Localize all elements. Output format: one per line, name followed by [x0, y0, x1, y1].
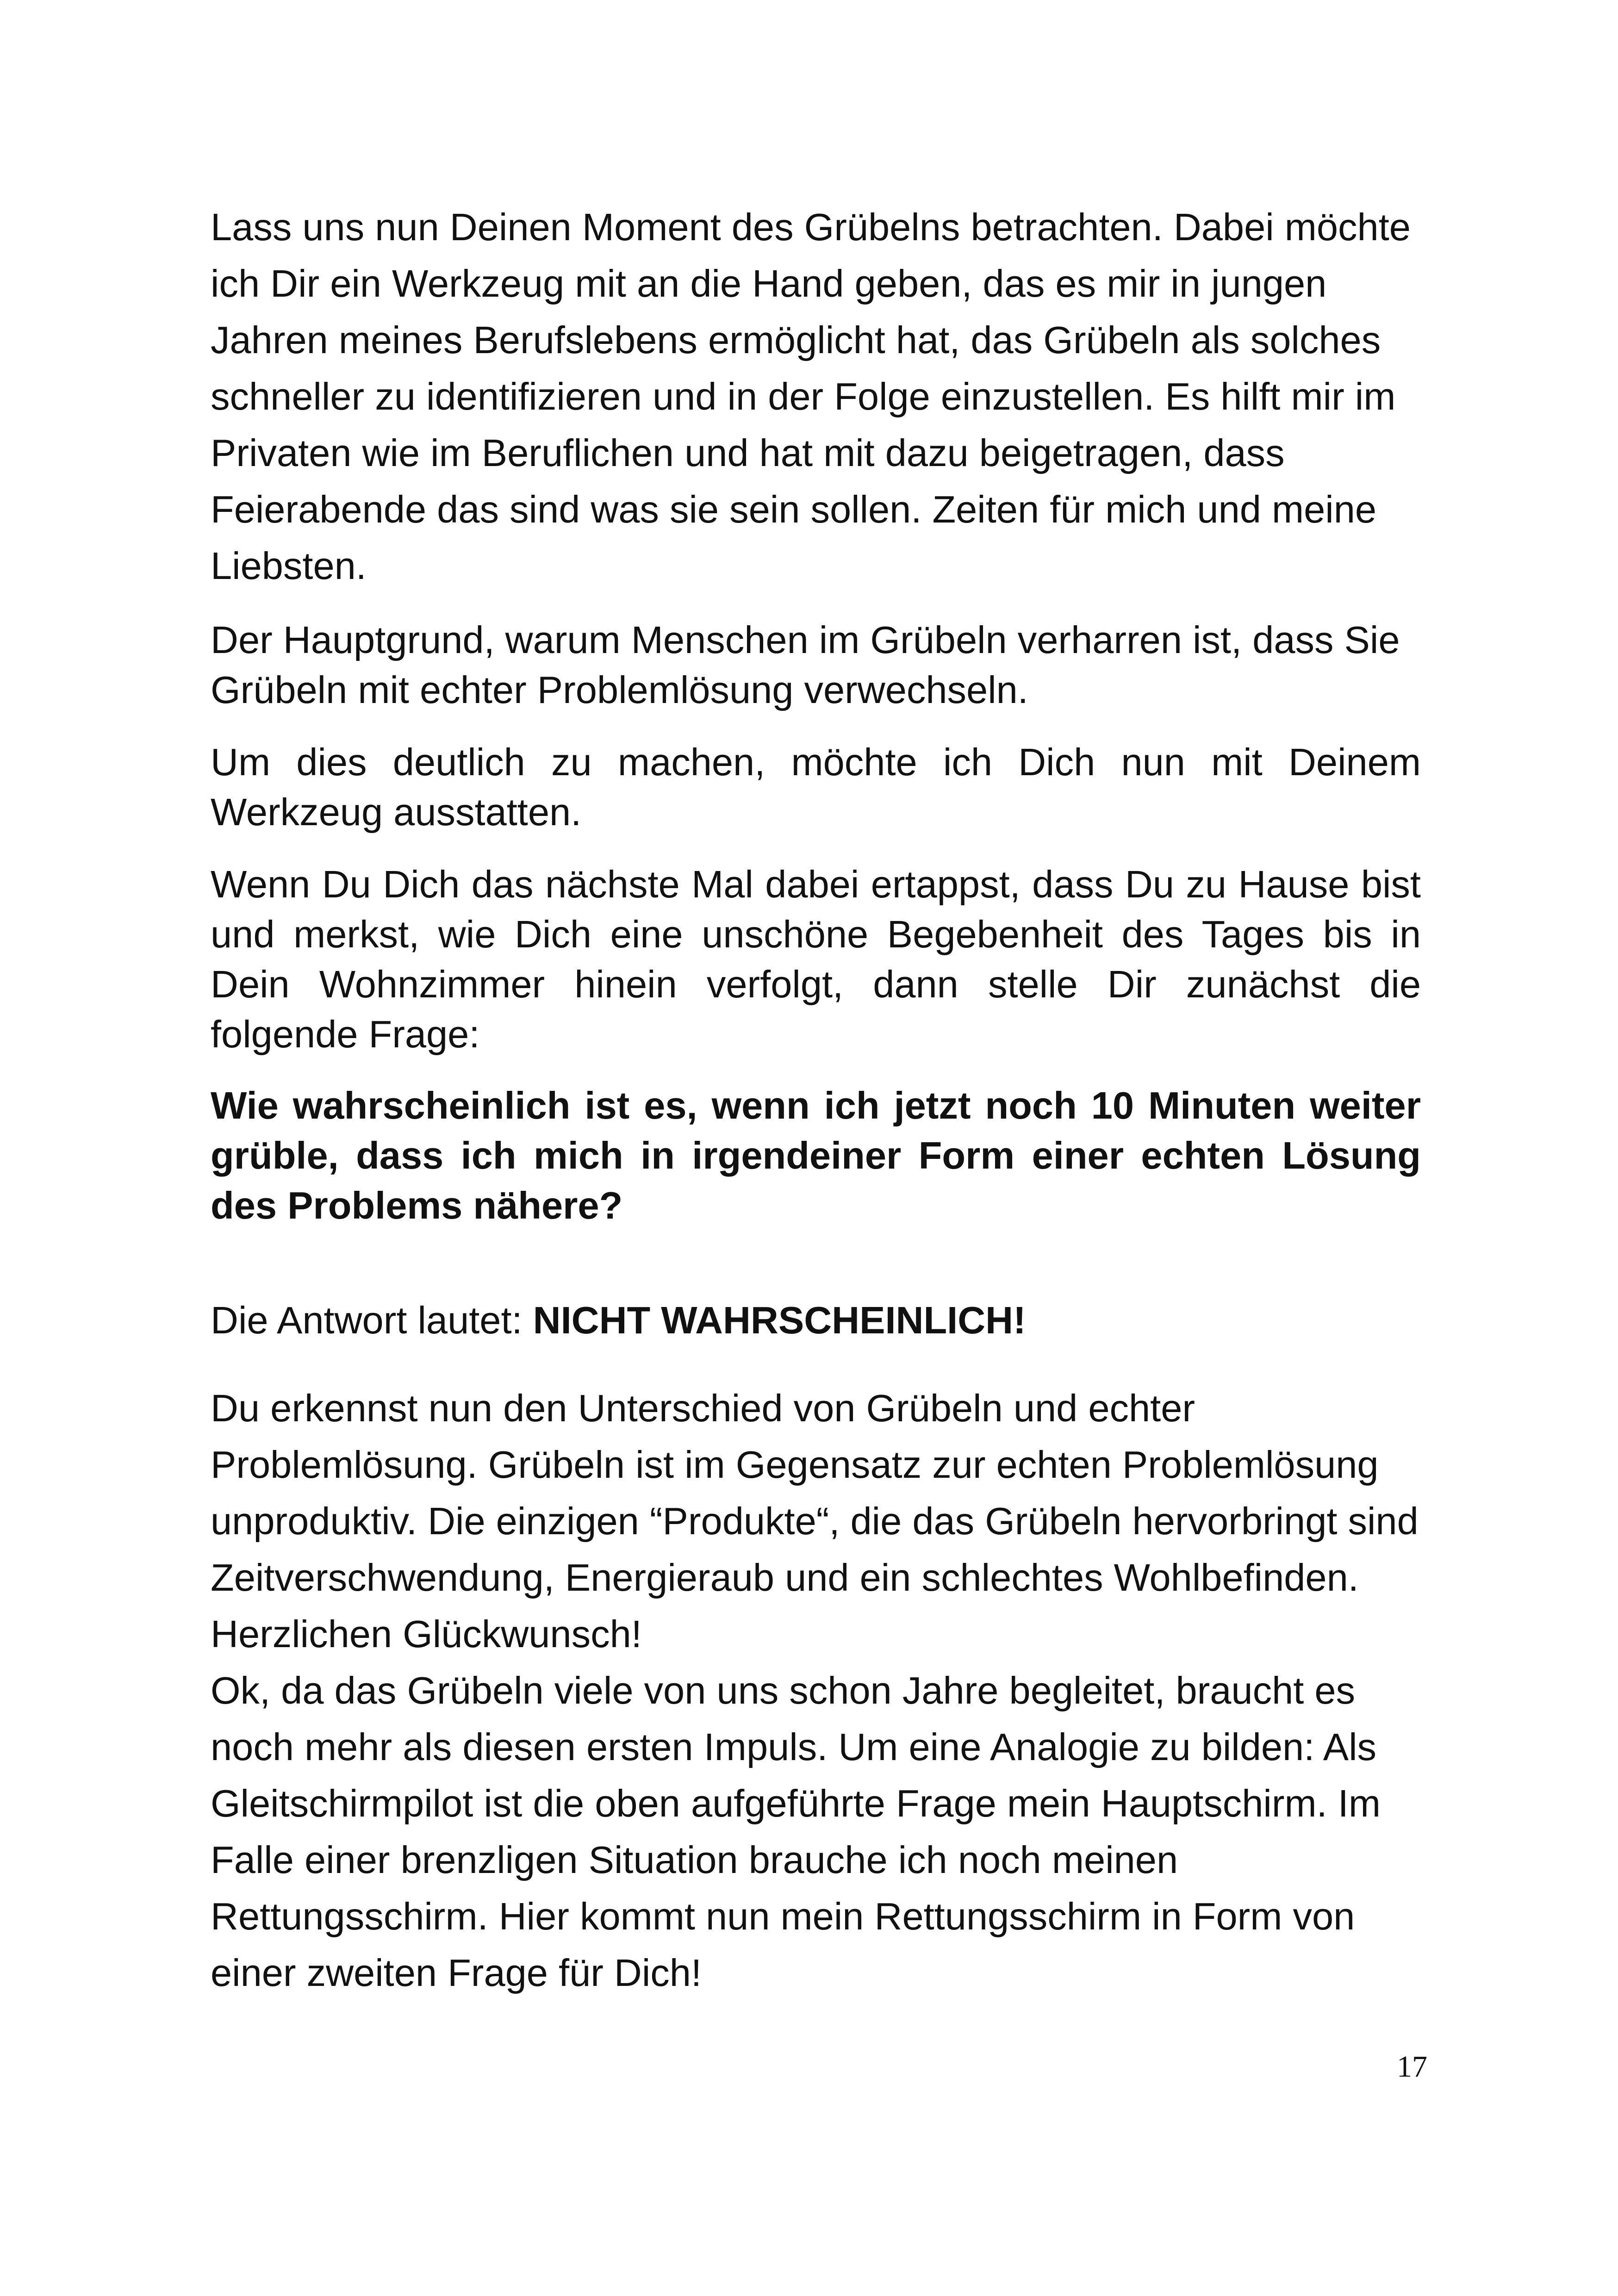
page-body [211, 199, 1421, 2001]
paragraph-difference: Du erkennst nun den Unterschied von Grübeln und echter Problemlösung. Grübeln ist im Gegensatz zur echten Problemlösung unproduktiv. Die einzigen “Produkte“, die das Grübeln hervorbringt sind Zeitverschwendung, Energieraub und ein schlechtes Wohlbefinden. Herzlichen Glückwunsch! [211, 1387, 1419, 1655]
paragraph-answer [211, 1295, 1421, 1345]
paragraph-main-reason: Der Hauptgrund, warum Menschen im Grübeln verharren ist, dass Sie Grübeln mit echter Problemlösung verwechseln. [211, 618, 1400, 711]
page-number: 17 [1397, 2050, 1427, 2084]
paragraph-intro: Lass uns nun Deinen Moment des Grübelns betrachten. Dabei möchte ich Dir ein Werkzeug mit an die Hand geben, das es mir in jungen Jahren meines Berufslebens ermöglicht hat, das Grübeln als solches schneller zu identifizieren und in der Folge einzustellen. Es hilft mir im Privaten wie im Beruflichen und hat mit dazu beigetragen, dass Feierabende das sind was sie sein sollen. Zeiten für mich und meine Liebsten. [211, 205, 1411, 587]
answer-lead: Die Antwort lautet: [211, 1299, 533, 1342]
paragraph-situation: Wenn Du Dich das nächste Mal dabei ertappst, dass Du zu Hause bist und merkst, wie Dich eine unschöne Begebenheit des Tages bis in Dein Wohnzimmer hinein verfolgt, dann stelle Dir zunächst die folgende Frage: [211, 863, 1421, 1056]
paragraph-tool-intro: Um dies deutlich zu machen, möchte ich Dich nun mit Deinem Werkzeug ausstatten. [211, 740, 1421, 834]
paragraph-analogy: Ok, da das Grübeln viele von uns schon Jahre begleitet, braucht es noch mehr als diesen ersten Impuls. Um eine Analogie zu bilden: Als Gleitschirmpilot ist die oben aufgeführte Frage mein Hauptschirm. Im Falle einer brenzligen Situation brauche ich noch meinen Rettungsschirm. Hier kommt nun mein Rettungsschirm in Form von einer zweiten Frage für Dich! [211, 1669, 1381, 1994]
key-question: Wie wahrscheinlich ist es, wenn ich jetzt noch 10 Minuten weiter grüble, dass ich mich in irgendeiner Form einer echten Lösung des Problems nähere? [211, 1084, 1421, 1227]
answer-emphasis: NICHT WAHRSCHEINLICH! [533, 1299, 1026, 1342]
